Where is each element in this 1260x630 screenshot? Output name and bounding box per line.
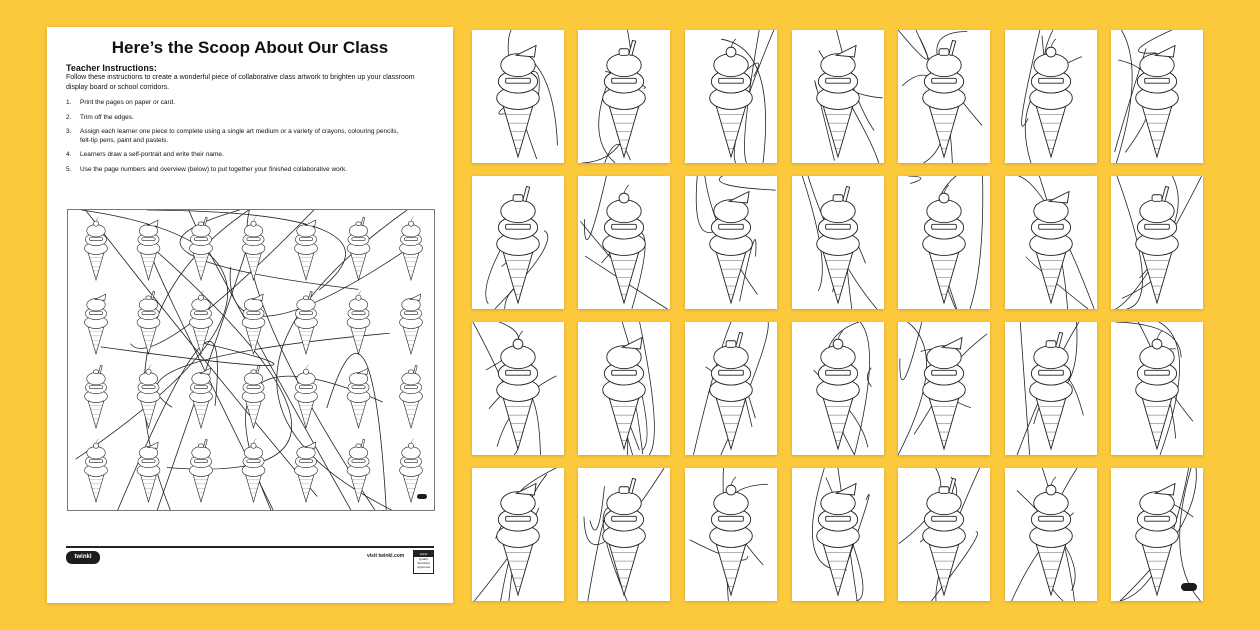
page-thumbnail[interactable] [898,322,990,455]
ice-cream-cone-icon [817,483,860,595]
instructions-heading: Teacher Instructions: [66,63,157,73]
ice-cream-cone-icon [923,337,966,449]
ice-cream-cone-icon [242,217,265,280]
page-thumbnail[interactable] [1005,468,1097,601]
cherry-icon [303,369,308,374]
page-thumbnail[interactable] [1005,322,1097,455]
ice-cream-cone-icon [923,185,966,303]
wafer-icon [1155,483,1175,494]
cherry-icon [833,339,843,349]
step-text: Print the pages on paper or card. [80,99,176,106]
page-thumbnail[interactable] [685,468,777,601]
step-number: 4. [66,151,72,158]
step-text: Assign each learner one piece to complete using a single art medium or a variety of crayons, colouring pencils, felt-tip pens, paint and pastels. [80,128,399,144]
ice-cream-cone-icon [497,186,540,303]
ice-cream-cone-icon [347,217,370,280]
page-thumbnail[interactable] [1111,468,1203,601]
ice-cream-cone-icon [710,39,753,157]
cherry-icon [408,221,413,226]
cherry-icon [619,193,629,203]
page-thumbnail[interactable] [578,30,670,163]
ice-cream-cone-icon [817,45,860,157]
page-thumbnail[interactable] [472,322,564,455]
ice-cream-cone-icon [923,40,966,157]
page-thumbnail[interactable] [685,176,777,309]
instruction-step [66,99,406,108]
wafer-icon [95,294,106,300]
wafer-icon [836,483,856,494]
ice-cream-cone-icon [400,217,423,280]
ice-cream-cone-icon [817,331,860,449]
instruction-sheet [47,27,453,603]
step-number: 3. [66,128,72,135]
ice-cream-cone-icon [603,337,646,449]
wafer-icon [200,368,211,374]
page-thumbnail[interactable] [472,468,564,601]
wafer-icon [622,337,642,348]
cherry-icon [1046,47,1056,57]
step-text: Use the page numbers and overview (below) to put together your finished collaborative work. [80,165,348,173]
page-thumbnail[interactable] [1111,30,1203,163]
ice-cream-cone-icon [400,439,423,502]
wafer-icon [305,442,316,448]
page-thumbnail[interactable] [1005,30,1097,163]
ice-cream-cone-icon [85,365,108,428]
step-text: Trim off the edges. [80,113,134,121]
wafer-icon [729,191,749,202]
step-text: Learners draw a self-portrait and write their name. [80,151,224,158]
page-thumbnail[interactable] [578,322,670,455]
badge-logo: twinkl [414,551,433,557]
wafer-icon [942,337,962,348]
page-thumbnail[interactable] [685,322,777,455]
instruction-step [66,151,406,160]
instruction-step [66,114,406,123]
ice-cream-cone-icon [242,439,265,502]
ice-cream-cone-icon [137,220,160,280]
ice-cream-cone-icon [497,331,540,449]
ice-cream-cone-icon [497,483,540,595]
ice-cream-cone-icon [1030,191,1073,303]
ice-cream-cone-icon [85,439,108,502]
step-number: 1. [66,99,72,106]
page-thumbnail[interactable] [578,468,670,601]
page-thumbnail[interactable] [792,322,884,455]
instruction-step [66,166,406,175]
page-thumbnail[interactable] [685,30,777,163]
ice-cream-cone-icon [295,220,318,280]
cherry-icon [356,295,361,300]
instruction-step [66,128,406,145]
cherry-icon [408,443,413,448]
footer-divider [66,546,434,548]
cherry-icon [1046,485,1056,495]
ice-cream-cone-icon [603,40,646,157]
step-number: 5. [66,165,72,173]
ice-cream-cone-icon [400,365,423,428]
page-thumbnail[interactable] [578,176,670,309]
step-number: 2. [66,113,72,121]
ice-cream-cone-icon [347,439,370,502]
ice-cream-cone-icon [1136,45,1179,157]
cherry-icon [198,295,203,300]
ice-cream-cone-icon [710,332,753,449]
page-thumbnail[interactable] [1111,176,1203,309]
twinkl-logo-icon [417,494,427,499]
ice-cream-cone-icon [603,185,646,303]
cherry-icon [726,485,736,495]
page-thumbnail[interactable] [1005,176,1097,309]
cherry-icon [251,443,256,448]
ice-cream-cone-icon [85,217,108,280]
badge-label: Quality Standard Approved [417,557,430,569]
cherry-icon [93,221,98,226]
ice-cream-cone-icon [497,45,540,157]
ice-cream-cone-icon [295,365,318,428]
cherry-icon [93,443,98,448]
ice-cream-cone-icon [710,477,753,595]
ice-cream-cone-icon [190,368,213,428]
ice-cream-cone-icon [242,294,265,354]
page-thumbnail[interactable] [792,176,884,309]
ice-cream-cone-icon [817,186,860,303]
page-title: Here’s the Scoop About Our Class [111,38,389,57]
cherry-icon [251,221,256,226]
wafer-icon [516,483,536,494]
quality-badge [413,550,434,574]
overview-artwork [67,209,435,511]
wafer-icon [1049,191,1069,202]
page-thumbnail[interactable] [898,176,990,309]
wafer-icon [410,294,421,300]
instructions-intro: Follow these instructions to create a wonderful piece of collaborative class artwork to brighten up your classroom display board or school corridors. [66,74,415,91]
page-thumbnail[interactable] [898,468,990,601]
page-thumbnail[interactable] [792,468,884,601]
instructions-list [66,99,406,180]
ice-cream-cone-icon [400,294,423,354]
cherry-icon [726,47,736,57]
wafer-icon [836,45,856,56]
ice-cream-cone-icon [85,294,108,354]
page-thumbnail[interactable] [898,30,990,163]
page-thumbnail[interactable] [792,30,884,163]
twinkl-logo-icon: twinkl [66,551,100,564]
ice-cream-cone-icon [190,217,213,280]
page-thumbnail[interactable] [472,30,564,163]
ice-cream-cone-icon [1030,332,1073,449]
cherry-icon [513,339,523,349]
cherry-icon [939,193,949,203]
ice-cream-cone-icon [295,291,318,354]
wafer-icon [516,45,536,56]
ice-cream-cone-icon [1030,477,1073,595]
wafer-icon [148,220,159,226]
ice-cream-cone-icon [190,439,213,502]
wafer-icon [305,220,316,226]
ice-cream-cone-icon [1030,39,1073,157]
wafer-icon [358,368,369,374]
ice-cream-cone-icon [137,442,160,502]
ice-cream-cone-icon [137,365,160,428]
footer-url[interactable]: visit twinkl.com [367,553,405,559]
ice-cream-cone-icon [347,368,370,428]
twinkl-logo-icon [1181,583,1197,591]
wafer-icon [1155,45,1175,56]
ice-cream-cone-icon [603,478,646,595]
page-thumbnail[interactable] [472,176,564,309]
wafer-icon [253,294,264,300]
cherry-icon [1152,339,1162,349]
page-thumbnail[interactable] [1111,322,1203,455]
ice-cream-cone-icon [710,191,753,303]
ice-cream-cone-icon [923,478,966,595]
ice-cream-cone-icon [347,291,370,354]
cherry-icon [146,369,151,374]
